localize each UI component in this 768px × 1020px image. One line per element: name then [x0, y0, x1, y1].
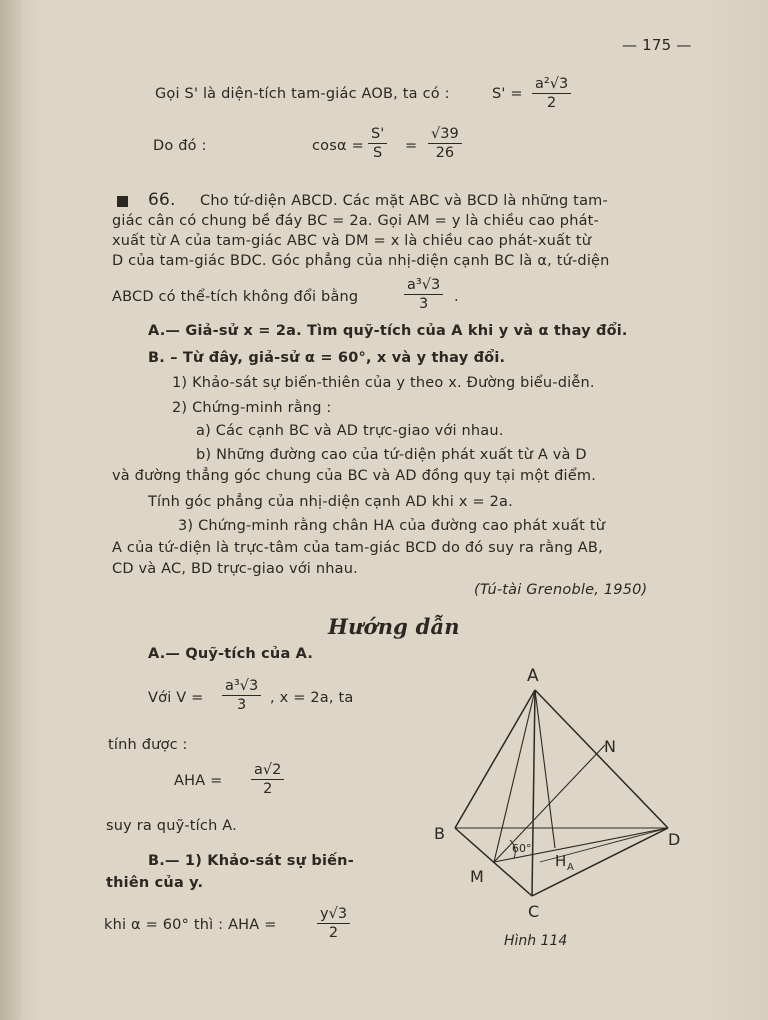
label-C: C — [528, 902, 540, 921]
tetrahedron-figure — [430, 655, 700, 955]
problem-line: D của tam-giác BDC. Góc phẳng của nhị-diện cạnh BC là α, tứ-diện — [112, 253, 610, 269]
problem-b3-line1: 3) Chứng-minh rằng chân HA của đường cao phát xuất từ — [178, 518, 606, 534]
problem-b3-line2: A của tứ-diện là trực-tâm của tam-giác BCD do đó suy ra rằng AB, — [112, 540, 603, 556]
problem-b2b-line2: và đường thẳng góc chung của BC và AD đồng quy tại một điểm. — [112, 468, 597, 484]
fraction-denominator: 2 — [263, 781, 273, 797]
fraction-numerator: a³√3 — [222, 678, 261, 696]
fraction-numerator: a³√3 — [404, 277, 443, 295]
guide-heading-a: A.— Quỹ-tích của A. — [148, 646, 314, 662]
label-H: H — [555, 852, 567, 870]
segment-AH — [535, 690, 555, 848]
label-H-subscript: A — [567, 862, 574, 873]
page-gutter — [0, 0, 22, 1020]
guide-with-v: Với V = — [148, 690, 204, 706]
problem-b2-angle: Tính góc phẳng của nhị-diện cạnh AD khi x = 2a. — [148, 494, 513, 510]
intro-fraction-1 — [532, 76, 571, 111]
label-N: N — [604, 737, 616, 756]
segment-AM — [494, 690, 535, 862]
intro-s-prime-lhs: S' = — [492, 86, 523, 102]
intro-line1: Gọi S' là diện-tích tam-giác AOB, ta có : — [155, 86, 450, 102]
problem-part-b: B. – Từ đây, giả-sử α = 60°, x và y thay đổi. — [148, 350, 506, 366]
guide-when-fraction — [317, 906, 350, 941]
problem-volume-end: . — [454, 289, 459, 305]
label-B: B — [434, 824, 445, 843]
guide-title: Hướng dẫn — [328, 614, 460, 639]
guide-v-fraction — [222, 678, 261, 713]
intro-fraction-3 — [428, 126, 462, 161]
problem-b2: 2) Chứng-minh rằng : — [172, 400, 332, 416]
label-M: M — [470, 867, 484, 886]
edge-CD — [532, 828, 668, 896]
problem-line: xuất từ A của tam-giác ABC và DM = x là chiều cao phát-xuất từ — [112, 233, 592, 249]
guide-when: khi α = 60° thì : AHA = — [104, 917, 277, 933]
guide-locus: suy ra quỹ-tích A. — [106, 818, 237, 834]
fraction-numerator: y√3 — [317, 906, 350, 924]
fraction-denominator: 3 — [236, 697, 247, 713]
problem-b2b-line1: b) Những đường cao của tứ-diện phát xuất từ A và D — [196, 447, 587, 463]
fraction-denominator: 3 — [418, 296, 429, 312]
edge-AB — [455, 690, 535, 828]
problem-b2a: a) Các cạnh BC và AD trực-giao với nhau. — [196, 423, 504, 439]
problem-marker-icon — [117, 196, 128, 207]
problem-volume-fraction — [404, 277, 443, 312]
guide-computed: tính được : — [108, 737, 188, 753]
label-angle: 60° — [512, 842, 532, 855]
fraction-numerator: a²√3 — [532, 76, 571, 94]
fraction-numerator: √39 — [428, 126, 462, 144]
intro-fraction-2 — [368, 126, 387, 161]
problem-number: 66. — [148, 190, 176, 210]
problem-part-a: A.— Giả-sử x = 2a. Tìm quỹ-tích của A khi y và α thay đổi. — [148, 323, 628, 339]
figure-caption: Hình 114 — [504, 933, 568, 949]
fraction-denominator: 2 — [546, 95, 557, 111]
label-D: D — [668, 830, 681, 849]
edge-BC — [455, 828, 532, 896]
segment-MN — [494, 745, 605, 862]
fraction-denominator: S — [372, 145, 383, 161]
intro-line2: Do đó : — [153, 138, 207, 154]
edge-AD — [535, 690, 668, 828]
problem-source: (Tú-tài Grenoble, 1950) — [474, 582, 648, 598]
edge-AC — [532, 690, 535, 896]
intro-equals: = — [405, 138, 418, 154]
problem-b1: 1) Khảo-sát sự biến-thiên của y theo x. Đường biểu-diễn. — [172, 375, 595, 391]
problem-line: Cho tứ-diện ABCD. Các mặt ABC và BCD là những tam- — [200, 193, 608, 209]
guide-aha-lhs: AHA = — [174, 773, 223, 789]
problem-line: giác cân có chung bề đáy BC = 2a. Gọi AM = y là chiều cao phát- — [112, 213, 599, 229]
fraction-denominator: 2 — [328, 925, 339, 941]
problem-volume-text: ABCD có thể-tích không đổi bằng — [112, 289, 359, 305]
fraction-denominator: 26 — [435, 145, 455, 161]
label-A: A — [527, 666, 539, 686]
guide-v-tail: , x = 2a, ta — [270, 690, 354, 706]
page-number: — 175 — — [622, 36, 692, 54]
guide-aha-fraction — [251, 762, 284, 797]
guide-heading-b-line1: B.— 1) Khảo-sát sự biến- — [148, 853, 354, 869]
fraction-numerator: S' — [368, 126, 387, 144]
intro-cos-lhs: cosα = — [312, 138, 364, 154]
fraction-numerator: a√2 — [251, 762, 284, 780]
guide-heading-b-line2: thiên của y. — [106, 875, 204, 891]
problem-b3-line3: CD và AC, BD trực-giao với nhau. — [112, 561, 358, 577]
